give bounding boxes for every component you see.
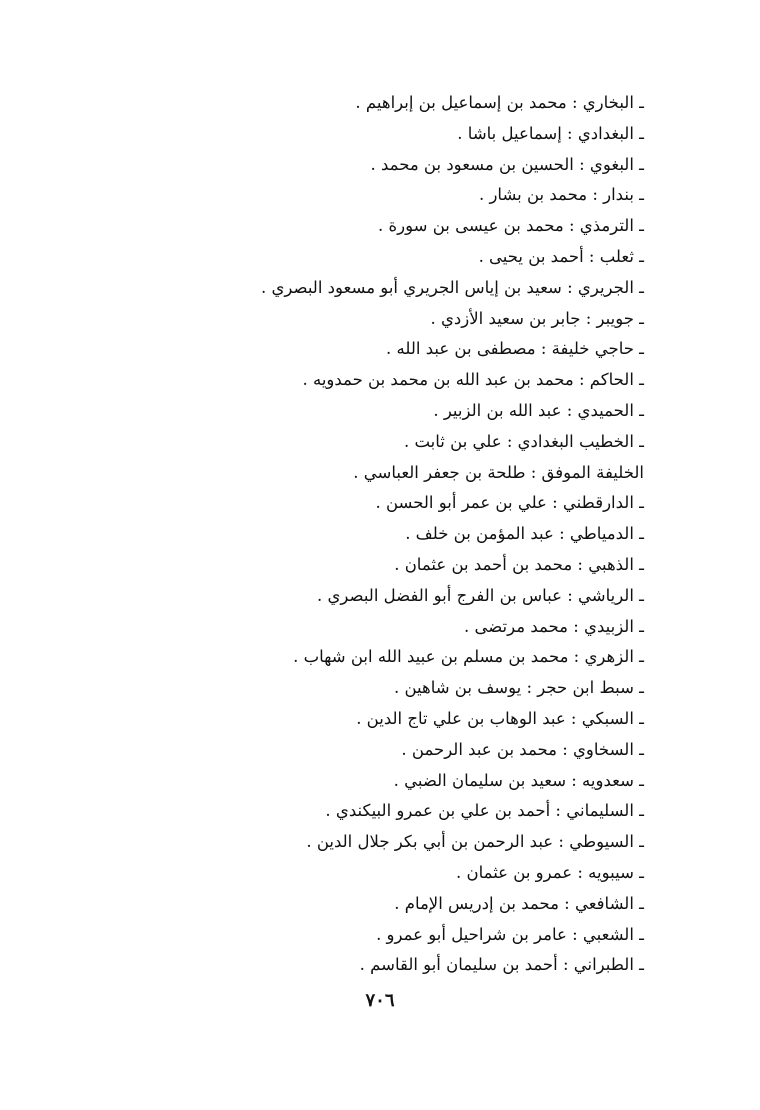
index-entry: ـ الجريري : سعيد بن إياس الجريري أبو مسعود البصري . <box>261 277 644 297</box>
index-entry: الخليفة الموفق : طلحة بن جعفر العباسي . <box>353 462 644 482</box>
index-entry: ـ البخاري : محمد بن إسماعيل بن إبراهيم . <box>355 93 644 112</box>
index-entry: ـ سيبويه : عمرو بن عثمان . <box>456 862 644 882</box>
index-entry: ـ الزبيدي : محمد مرتضى . <box>463 616 644 636</box>
index-entry: ـ السليماني : أحمد بن علي بن عمرو البيكندي . <box>325 801 644 821</box>
index-entry: ـ الزهري : محمد بن مسلم بن عبيد الله ابن شهاب . <box>293 647 644 667</box>
index-entry: ـ البغوي : الحسين بن مسعود بن محمد . <box>370 154 644 174</box>
index-entry: ـ الشافعي : محمد بن إدريس الإمام . <box>394 893 644 913</box>
index-entry: ـ السخاوي : محمد بن عبد الرحمن . <box>401 739 644 759</box>
index-entry: ـ سعدويه : سعيد بن سليمان الضبي . <box>393 770 644 790</box>
index-entry: ـ البغدادي : إسماعيل باشا . <box>457 123 644 143</box>
index-entry: ـ الدارقطني : علي بن عمر أبو الحسن . <box>375 493 644 513</box>
index-entry: ـ الحميدي : عبد الله بن الزبير . <box>433 400 644 420</box>
index-entry: ـ الذهبي : محمد بن أحمد بن عثمان . <box>394 554 644 574</box>
index-entry: ـ الترمذي : محمد بن عيسى بن سورة . <box>378 216 644 236</box>
index-entry: ـ السبكي : عبد الوهاب بن علي تاج الدين . <box>356 708 644 728</box>
index-entry: ـ الشعبي : عامر بن شراحيل أبو عمرو . <box>376 924 644 944</box>
index-entry: ـ الدمياطي : عبد المؤمن بن خلف . <box>405 524 644 544</box>
index-entry: ـ الرياشي : عباس بن الفرج أبو الفضل البصري . <box>317 585 644 605</box>
index-entry: ـ جويبر : جابر بن سعيد الأزدي . <box>430 308 644 328</box>
index-entry: ـ السيوطي : عبد الرحمن بن أبي بكر جلال الدين . <box>306 832 644 852</box>
index-entry: ـ الخطيب البغدادي : علي بن ثابت . <box>403 431 644 451</box>
index-entry: ـ سبط ابن حجر : يوسف بن شاهين . <box>393 678 644 698</box>
index-entry: ـ حاجي خليفة : مصطفى بن عبد الله . <box>386 339 644 359</box>
index-entry: ـ الطبراني : أحمد بن سليمان أبو القاسم . <box>359 955 644 975</box>
index-entry: ـ ثعلب : أحمد بن يحيى . <box>478 246 644 266</box>
index-entry: ـ بندار : محمد بن بشار . <box>478 185 644 205</box>
index-entry: ـ الحاكم : محمد بن عبد الله بن محمد بن حمدويه . <box>302 370 644 390</box>
name-index-list <box>224 88 644 981</box>
page-number: ٧٠٦ <box>365 990 395 1011</box>
